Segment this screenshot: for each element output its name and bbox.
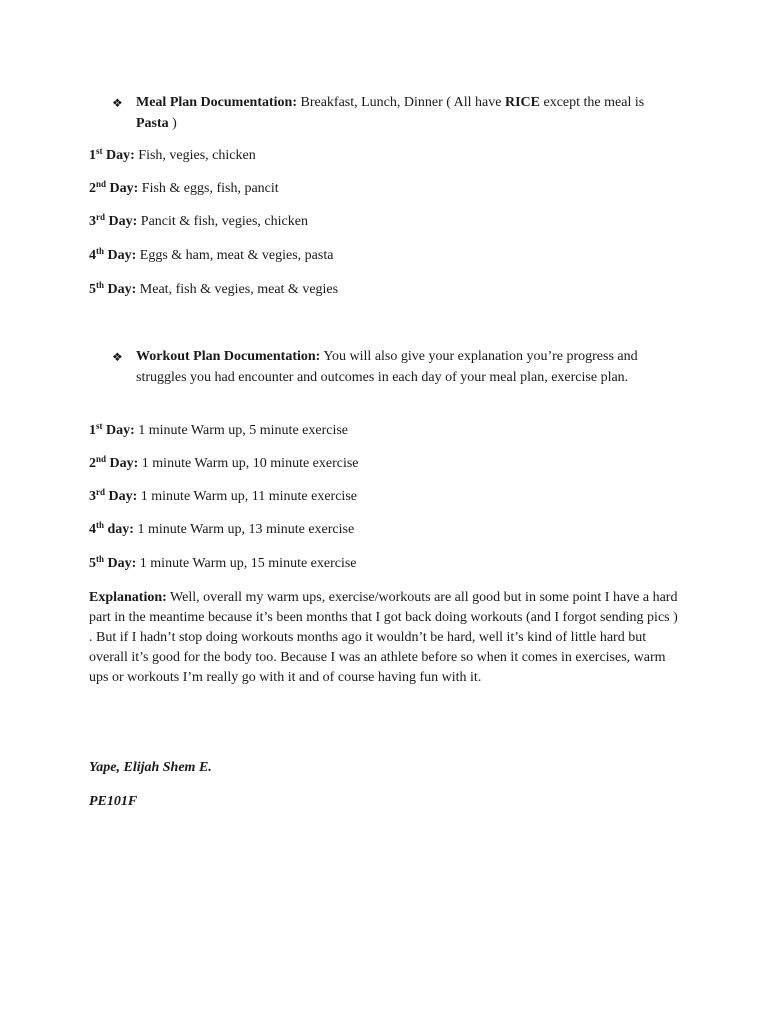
day-number: 2 <box>89 456 96 471</box>
day-ordinal: th <box>96 246 105 256</box>
day-text: 1 minute Warm up, 13 minute exercise <box>133 522 355 537</box>
day-text: Fish, vegies, chicken <box>134 148 256 163</box>
meal-day-1 <box>89 147 256 165</box>
day-number: 2 <box>89 181 96 196</box>
author-name: Yape, Elijah Shem E. <box>89 760 212 775</box>
workout-day-3 <box>89 488 357 506</box>
workout-plan-heading: Workout Plan Documentation: <box>136 349 321 364</box>
meal-plan-text-1: Breakfast, Lunch, Dinner ( All have <box>296 95 505 110</box>
explanation-paragraph <box>89 588 681 688</box>
day-number: 3 <box>89 489 96 504</box>
day-label: Day: <box>104 248 137 263</box>
workout-day-1 <box>89 422 348 440</box>
day-text: 1 minute Warm up, 5 minute exercise <box>134 423 349 438</box>
day-label: Day: <box>102 148 135 163</box>
day-ordinal: rd <box>96 487 105 497</box>
day-ordinal: st <box>96 421 103 431</box>
workout-day-5 <box>89 555 357 573</box>
day-text: 1 minute Warm up, 11 minute exercise <box>137 489 357 504</box>
workout-day-4 <box>89 521 354 539</box>
day-number: 3 <box>89 214 96 229</box>
day-label: Day: <box>102 423 135 438</box>
course-code: PE101F <box>89 794 138 809</box>
day-number: 4 <box>89 248 96 263</box>
day-ordinal: th <box>96 554 105 564</box>
diamond-bullet-icon: ❖ <box>112 350 123 364</box>
pasta-emphasis: Pasta <box>136 115 169 131</box>
workout-plan-bullet <box>112 347 672 388</box>
meal-day-3 <box>89 213 308 231</box>
day-label: Day: <box>106 181 139 196</box>
meal-plan-text-2: except the meal is <box>540 95 645 110</box>
day-number: 5 <box>89 556 96 571</box>
explanation-label: Explanation: <box>89 590 167 605</box>
meal-plan-description <box>136 93 672 134</box>
meal-plan-heading: Meal Plan Documentation: <box>136 95 297 110</box>
day-number: 4 <box>89 522 96 537</box>
day-ordinal: nd <box>96 179 107 189</box>
day-ordinal: st <box>96 146 103 156</box>
meal-day-5 <box>89 281 338 299</box>
day-label: Day: <box>104 556 137 571</box>
day-label: Day: <box>106 456 139 471</box>
meal-plan-bullet <box>112 93 672 134</box>
meal-day-2 <box>89 180 279 198</box>
day-number: 1 <box>89 148 96 163</box>
day-text: Meat, fish & vegies, meat & vegies <box>136 282 339 297</box>
day-text: 1 minute Warm up, 15 minute exercise <box>136 556 357 571</box>
day-text: Pancit & fish, vegies, chicken <box>137 214 308 229</box>
rice-emphasis: RICE <box>504 95 540 110</box>
meal-plan-text-3: ) <box>168 115 177 131</box>
workout-plan-text: You will also give your explanation you’re progress and struggles you had encounter and outcomes in each day of your meal plan, exercise plan. <box>136 349 638 385</box>
day-label: Day: <box>105 489 138 504</box>
explanation-text: Well, overall my warm ups, exercise/workouts are all good but in some point I have a hard part in the meantime because it’s been months that I got back doing workouts (and I forgot sending pics ) . But if I hadn’t stop doing workouts months ago it wouldn’t be hard, well it’s kind of little hard but overall it’s good for the body too. Because I was an athlete before so when it comes in exercises, warm ups or workouts I’m really go with it and of course having fun with it. <box>89 590 678 685</box>
day-label: Day: <box>105 214 138 229</box>
day-number: 5 <box>89 282 96 297</box>
day-ordinal: th <box>96 280 105 290</box>
diamond-bullet-icon: ❖ <box>112 96 123 110</box>
day-ordinal: nd <box>96 454 107 464</box>
day-label: day: <box>104 522 134 537</box>
day-ordinal: rd <box>96 212 105 222</box>
workout-plan-description <box>136 347 672 388</box>
workout-day-2 <box>89 455 359 473</box>
day-label: Day: <box>104 282 137 297</box>
day-number: 1 <box>89 423 96 438</box>
day-text: 1 minute Warm up, 10 minute exercise <box>138 456 359 471</box>
meal-day-4 <box>89 247 333 265</box>
day-text: Eggs & ham, meat & vegies, pasta <box>136 248 334 263</box>
day-ordinal: th <box>96 520 105 530</box>
day-text: Fish & eggs, fish, pancit <box>138 181 279 196</box>
